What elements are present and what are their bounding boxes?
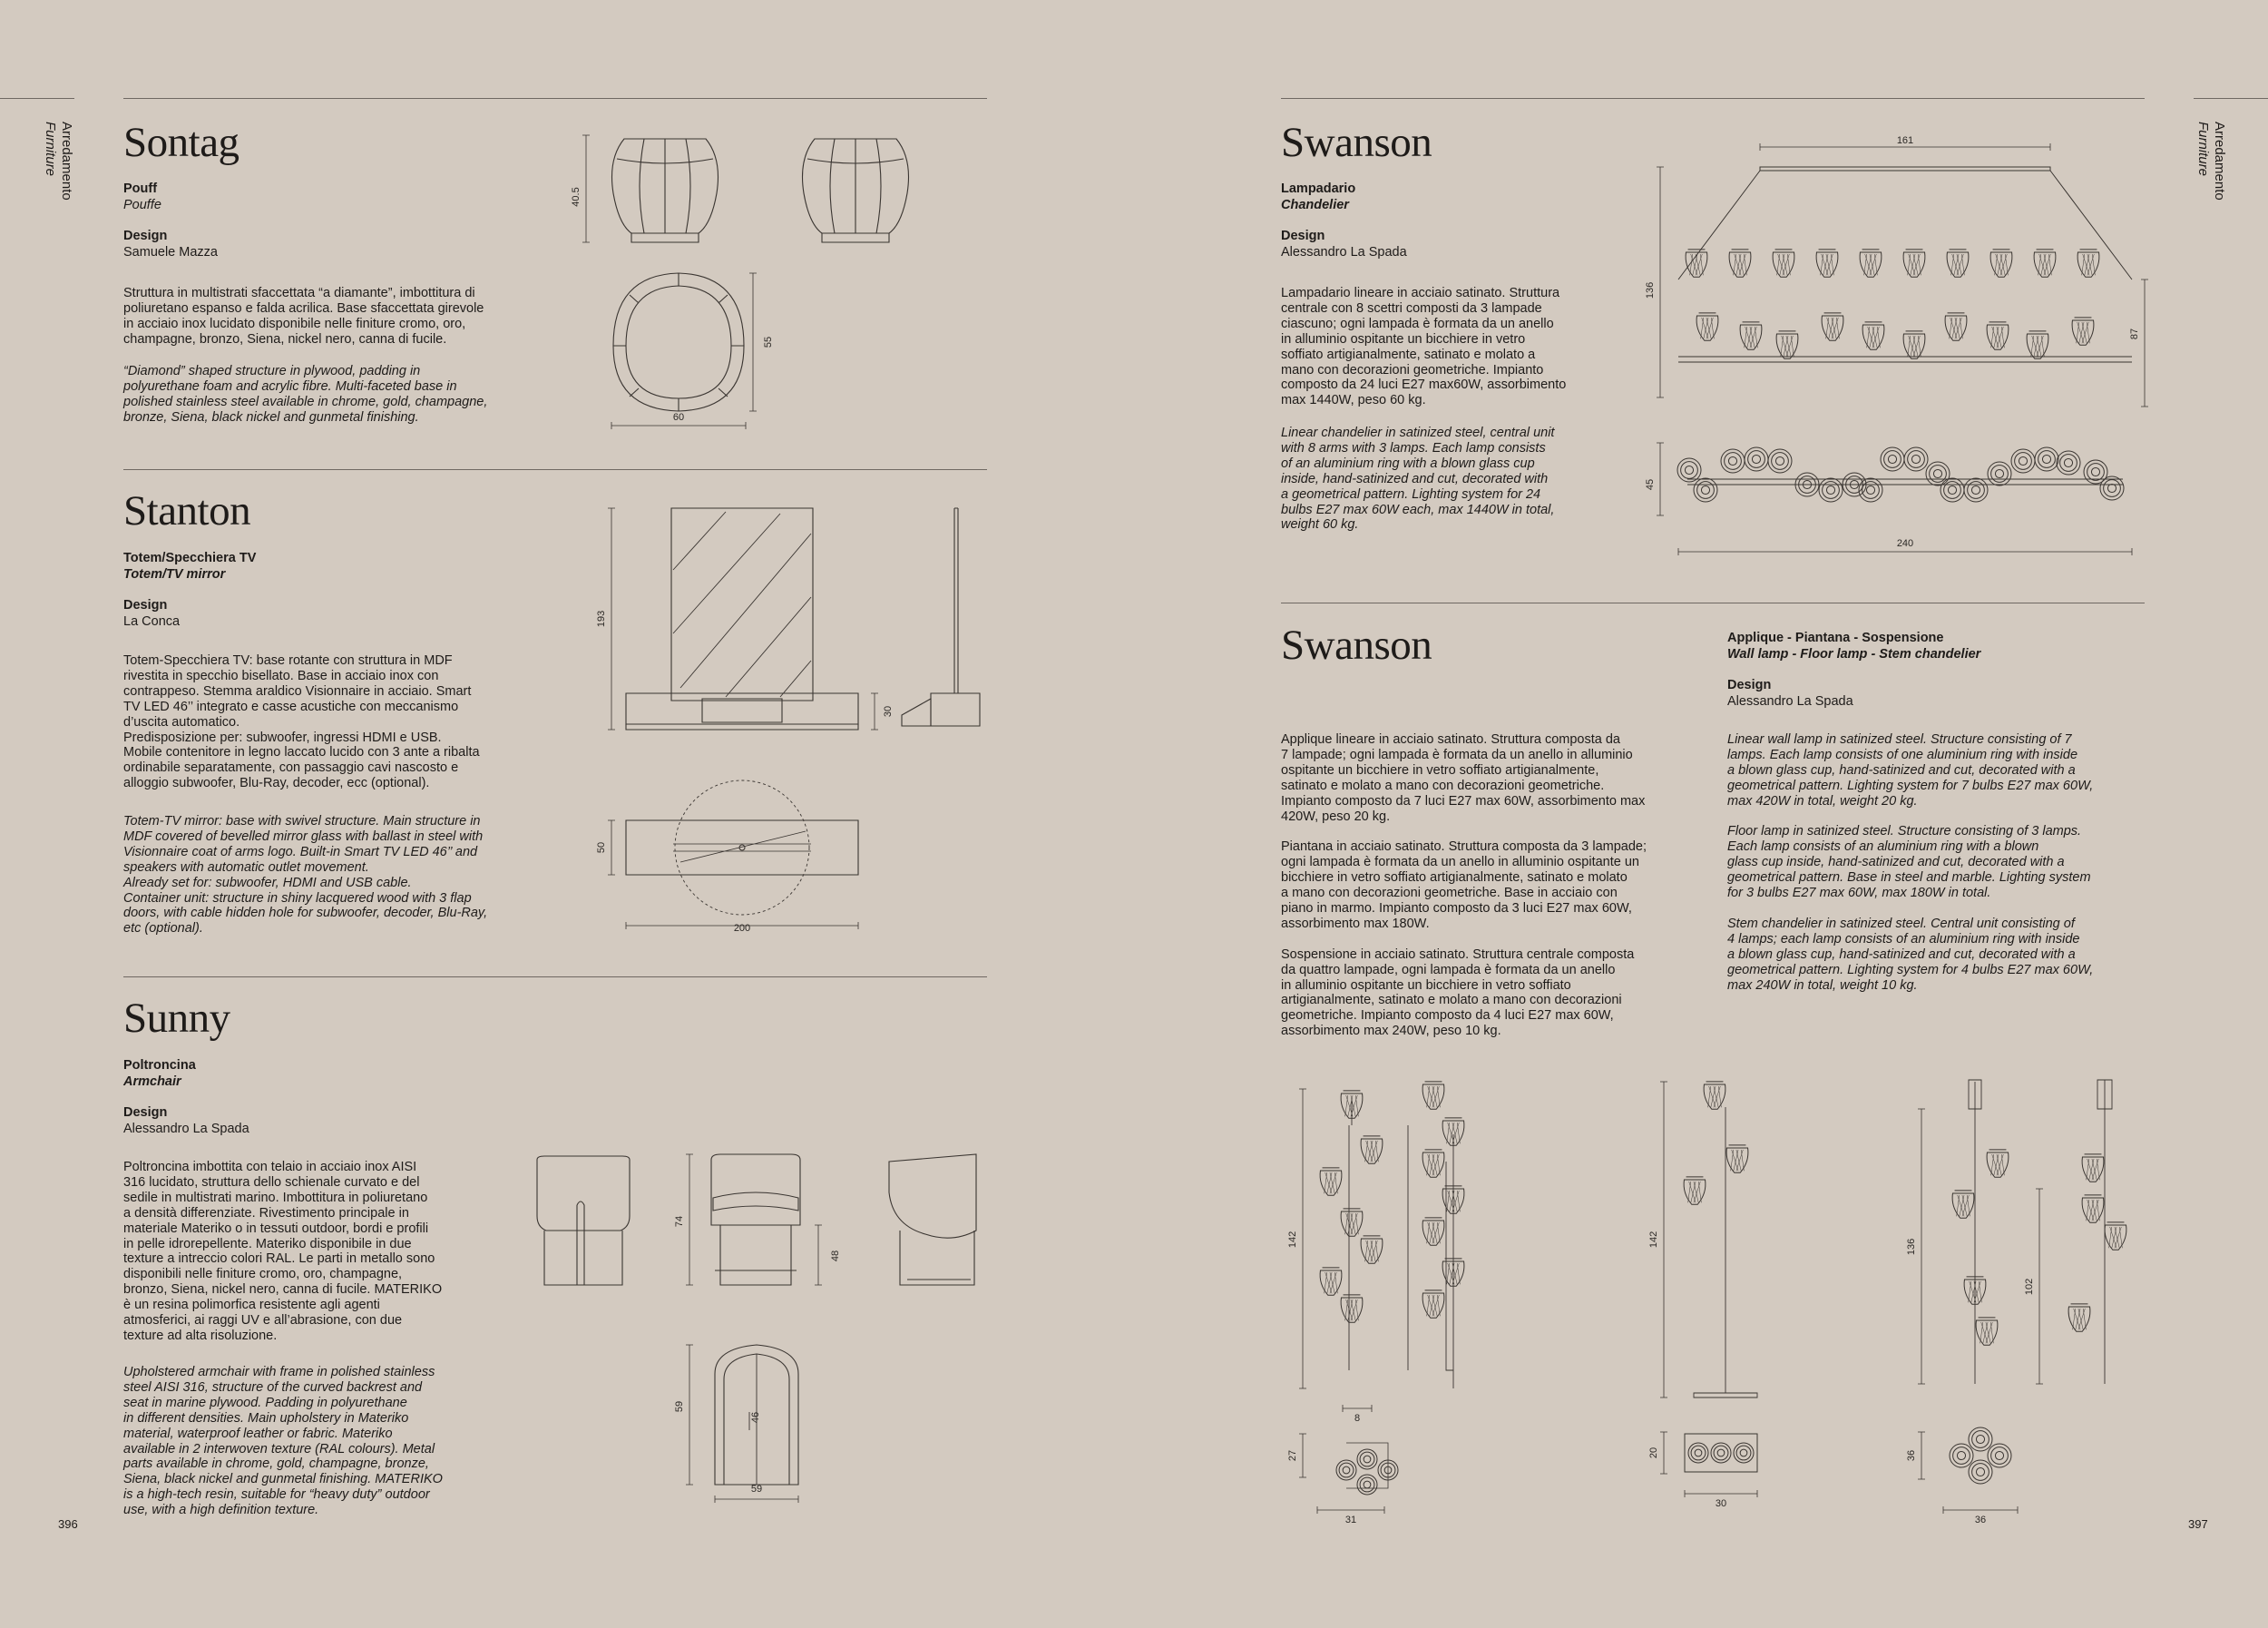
sontag-type-it: Pouff (123, 181, 158, 196)
swanson1-title: Swanson (1281, 119, 1432, 166)
stem-plan-ring-icon (1969, 1460, 1992, 1484)
stem-lamp-cup-icon (2105, 1222, 2126, 1250)
wall-plan-ring-icon (1357, 1449, 1377, 1469)
floor-lamp-cup-icon (1684, 1177, 1706, 1204)
sunny-drawing (526, 1143, 998, 1506)
swanson1-designer: Alessandro La Spada (1281, 244, 1407, 260)
swanson2-meta (1727, 631, 1980, 710)
floor-plan-ring-icon (1734, 1443, 1754, 1463)
sunny-dim-width: 59 (750, 1484, 763, 1495)
stanton-type-it: Totem/Specchiera TV (123, 551, 257, 565)
swanson2-type-it: Applique - Piantana - Sospensione (1727, 631, 1944, 645)
sontag-dim-height: 40.5 (571, 187, 582, 207)
swanson2-designer: Alessandro La Spada (1727, 693, 1853, 709)
chandelier-lamp-icon (1860, 250, 1882, 277)
chandelier-lamp-icon (1945, 313, 1967, 340)
floor-lamp-cup-icon (1726, 1145, 1748, 1172)
top-rule-right-margin (2194, 98, 2268, 99)
side-label-left (42, 122, 74, 201)
chandelier-plan-ring-icon (1859, 478, 1882, 502)
chandelier-lamp-icon (1822, 313, 1843, 340)
chandelier-plan-ring-icon (1881, 447, 1904, 471)
sunny-dim-depth: 59 (674, 1400, 685, 1413)
side-label-en: Furniture (2195, 122, 2211, 177)
chandelier-plan-ring-icon (1988, 462, 2011, 485)
swanson2-desc-it: Applique lineare in acciaio satinato. Struttura composta da 7 lampade; ogni lampada è formata da un anello in alluminio ospitante un bicchiere in vetro soffiato artigianalmente, satinato e molato a mano con decorazioni geometriche. Impianto composto da 7 luci E27 max 60W, assorbimento max 420W, peso 20 kg. Piantana in acciaio satinato. Struttura composta da 3 lampade; ogni lampada è formata da un anello in alluminio ospitante un bicchiere in vetro soffiato artigianalmente, satinato e molato a mano con decorazioni geometriche. Base in acciaio con piano in marmo. Impianto composto da 3 luci E27 max 60W, assorbimento max 180W. Sospensione in acciaio satinato. Struttura centrale composta da quattro lampade, ogni lampada è formata da un anello in alluminio ospitante un bicchiere in vetro soffiato artigianalmente, satinato e molato a mano con decorazioni geometriche. Impianto composto da 4 luci E27 max 60W, assorbimento max 240W, peso 10 kg. (1281, 732, 1647, 1039)
stanton-title: Stanton (123, 487, 251, 534)
chandelier-lamp-icon (1773, 250, 1794, 277)
swanson2-dim-stem-height: 136 (1906, 1238, 1917, 1256)
page-number-left: 396 (58, 1517, 78, 1531)
swanson1-dim-depth: 45 (1645, 478, 1656, 491)
swanson1-dim-width: 240 (1896, 538, 1914, 549)
wall-plan-ring-icon (1336, 1460, 1356, 1480)
swanson1-design-label: Design (1281, 229, 1325, 243)
stanton-type-en: Totem/TV mirror (123, 566, 226, 582)
swanson1-type-en: Chandelier (1281, 197, 1349, 212)
swanson1-meta (1281, 181, 1407, 260)
chandelier-lamp-icon (2027, 331, 2048, 358)
sunny-title: Sunny (123, 995, 230, 1042)
stem-lamp-cup-icon (2068, 1304, 2090, 1331)
swanson1-desc-it: Lampadario lineare in acciaio satinato. Struttura centrale con 8 scettri composti da 3 lampade ciascuno; ogni lampada è formata da un anello in alluminio ospitante un bicchiere in vetro soffiato artigianalmente, satinato e molato a mano con decorazioni geometriche. Impianto composto da 24 luci E27 max60W, assorbimento max 1440W, peso 60 kg. (1281, 286, 1567, 408)
stem-lamp-cup-icon (1952, 1191, 1974, 1218)
chandelier-lamp-icon (1729, 250, 1751, 277)
swanson2-type-en: Wall lamp - Floor lamp - Stem chandelier (1727, 646, 1981, 662)
wall-lamp-cup-icon (1320, 1168, 1342, 1195)
wall-lamp-cup-icon (1320, 1268, 1342, 1295)
swanson1-dim-arm-height: 87 (2129, 328, 2140, 340)
stem-lamp-cup-icon (1976, 1318, 1998, 1345)
floor-lamp-cup-icon (1704, 1082, 1725, 1109)
stanton-designer: La Conca (123, 613, 181, 629)
top-rule-left-margin (0, 98, 74, 99)
wall-lamp-cup-icon (1422, 1218, 1444, 1245)
sontag-desc-it: Struttura in multistrati sfaccettata “a diamante”, imbottitura di poliuretano espanso e falda acrilica. Base sfaccettata girevole in acciaio inox lucidato disponibile nelle finiture cromo, oro, champagne, bronzo, Siena, nickel nero, canna di fucile. (123, 286, 484, 347)
chandelier-plan-ring-icon (1677, 458, 1701, 482)
stanton-dim-base-height: 30 (883, 705, 894, 718)
stem-plan-ring-icon (1950, 1444, 1973, 1467)
sunny-type-it: Poltroncina (123, 1058, 196, 1073)
chandelier-plan-ring-icon (1926, 462, 1950, 485)
stanton-dim-depth: 50 (596, 841, 607, 854)
top-rule-left (123, 98, 987, 99)
wall-lamp-cup-icon (1422, 1150, 1444, 1177)
sunny-design-label: Design (123, 1105, 168, 1120)
side-label-it: Arredamento (2212, 122, 2227, 201)
swanson2-dim-stem-plan-width: 36 (1974, 1515, 1987, 1525)
chandelier-plan-ring-icon (1819, 478, 1843, 502)
chandelier-lamp-icon (1740, 322, 1762, 349)
wall-lamp-cup-icon (1341, 1295, 1363, 1322)
floor-plan-ring-icon (1688, 1443, 1708, 1463)
side-label-en: Furniture (43, 122, 58, 177)
chandelier-lamp-icon (2077, 250, 2099, 277)
chandelier-lamp-icon (1987, 322, 2009, 349)
top-rule-right (1281, 98, 2145, 99)
sontag-title: Sontag (123, 119, 240, 166)
wall-lamp-cup-icon (1361, 1136, 1383, 1163)
stem-plan-ring-icon (1969, 1427, 1992, 1451)
swanson1-dim-top-width: 161 (1896, 135, 1914, 146)
stanton-desc-en: Totem-TV mirror: base with swivel structure. Main structure in MDF covered of bevelled mirror glass with ballast in steel with Visionnaire coat of arms logo. Built-in Smart TV LED 46’’ and speakers with automatic outlet movement. Already set for: subwoofer, HDMI and USB cable. Container unit: structure in shiny lacquered wood with 3 flap doors, with cable hidden hole for subwoofer, decoder, Blu-Ray, etc (optional). (123, 814, 488, 937)
chandelier-lamp-icon (1816, 250, 1838, 277)
sunny-dim-height: 74 (674, 1215, 685, 1228)
sontag-dim-depth: 55 (763, 336, 774, 348)
chandelier-plan-ring-icon (1768, 449, 1792, 473)
wall-lamp-cup-icon (1422, 1082, 1444, 1109)
chandelier-lamp-icon (2034, 250, 2056, 277)
sontag-design-label: Design (123, 229, 168, 243)
swanson2-dim-wall-plan-width: 31 (1344, 1515, 1357, 1525)
sontag-desc-en: “Diamond” shaped structure in plywood, padding in polyurethane foam and acrylic fibre. Multi-faceted base in polished stainless steel available in chrome, gold, champagne, bronze, Siena, black nickel and gunmetal finishing. (123, 364, 488, 425)
swanson1-drawing (1642, 134, 2150, 561)
floor-plan-ring-icon (1711, 1443, 1731, 1463)
sontag-meta (123, 181, 218, 260)
chandelier-lamp-icon (1776, 331, 1798, 358)
sunny-dim-inner-depth: 46 (750, 1411, 761, 1424)
swanson2-desc-en: Linear wall lamp in satinized steel. Structure consisting of 7 lamps. Each lamp consists of one aluminium ring with inside a blown glass cup, hand-satinized and cut, decorated with a geometrical pattern. Lighting system for 7 bulbs E27 max 60W, max 420W in total, weight 20 kg. Floor lamp in satinized steel. Structure consisting of 3 lamps. Each lamp consists of an aluminium ring with a blown glass cup inside, hand-satinized and cut, decorated with a geometrical pattern. Base in steel and marble. Lighting system for 3 bulbs E27 max 60W, max 180W in total. Stem chandelier in satinized steel. Central unit consisting of 4 lamps; each lamp consists of an aluminium ring with inside a blown glass cup, hand-satinized and cut, decorated with a geometrical pattern. Lighting system for 4 bulbs E27 max 60W, max 240W in total, weight 10 kg. (1727, 732, 2094, 993)
wall-lamp-cup-icon (1442, 1118, 1464, 1145)
sontag-drawing (562, 123, 980, 431)
wall-plan-ring-icon (1357, 1475, 1377, 1495)
chandelier-plan-ring-icon (2057, 451, 2080, 475)
swanson2-dim-wall-depth: 8 (1354, 1413, 1361, 1424)
stanton-dim-height: 193 (596, 610, 607, 628)
swanson1-dim-height: 136 (1645, 281, 1656, 299)
chandelier-lamp-icon (1862, 322, 1884, 349)
side-label-it: Arredamento (59, 122, 74, 201)
stem-plan-ring-icon (1988, 1444, 2011, 1467)
swanson2-dim-stem-plan-depth: 36 (1906, 1449, 1917, 1462)
chandelier-plan-ring-icon (2100, 476, 2124, 500)
chandelier-plan-ring-icon (2035, 447, 2058, 471)
swanson2-dim-floor-plan-depth: 20 (1648, 1447, 1659, 1459)
stanton-drawing (590, 497, 980, 942)
stem-lamp-cup-icon (2082, 1154, 2104, 1182)
chandelier-lamp-icon (2072, 318, 2094, 345)
wall-lamp-cup-icon (1341, 1209, 1363, 1236)
divider-stanton-sunny (123, 976, 987, 977)
sunny-desc-it: Poltroncina imbottita con telaio in acciaio inox AISI 316 lucidato, struttura dello schienale curvato e del sedile in multistrati marino. Imbottitura in poliuretano a densità differenziate. Rivestimento principale in materiale Materiko o in tessuti outdoor, bordi e profili in pelle idrorepellente. Materiko disponibile in due texture a intreccio colori RAL. Le parti in metallo sono disponibili nelle finiture cromo, oro, champagne, bronzo, Siena, nickel nero, canna di fucile. MATERIKO è un resina polimorfica resistente agli agenti atmosferici, ai raggi UV e all’abrasione, con due texture ad alta risoluzione. (123, 1160, 443, 1343)
swanson2-dim-wall-plan-depth: 27 (1287, 1449, 1298, 1462)
swanson2-dim-wall-height: 142 (1287, 1231, 1298, 1249)
wall-lamp-cup-icon (1361, 1236, 1383, 1263)
chandelier-lamp-icon (1903, 331, 1925, 358)
stem-lamp-cup-icon (1987, 1150, 2009, 1177)
swanson1-type-it: Lampadario (1281, 181, 1356, 196)
wall-lamp-cup-icon (1422, 1290, 1444, 1318)
chandelier-plan-ring-icon (2011, 449, 2035, 473)
chandelier-lamp-icon (1686, 250, 1707, 277)
swanson1-desc-en: Linear chandelier in satinized steel, central unit with 8 arms with 3 lamps. Each lamp consists of an aluminium ring with a blown glass cup inside, hand-satinized and cut, decorated with a geometrical pattern. Lighting system for 24 bulbs E27 max 60W each, max 1440W in total, weight 60 kg. (1281, 426, 1555, 533)
sontag-designer: Samuele Mazza (123, 244, 218, 260)
swanson2-drawing (1281, 1071, 2152, 1534)
sunny-designer: Alessandro La Spada (123, 1121, 249, 1136)
swanson2-design-label: Design (1727, 678, 1772, 692)
chandelier-plan-ring-icon (1964, 478, 1988, 502)
chandelier-plan-ring-icon (1904, 447, 1928, 471)
chandelier-lamp-icon (1696, 313, 1718, 340)
chandelier-plan-ring-icon (1941, 478, 1964, 502)
side-label-right (2195, 122, 2227, 201)
chandelier-plan-ring-icon (1721, 449, 1745, 473)
chandelier-plan-ring-icon (1745, 447, 1768, 471)
sunny-desc-en: Upholstered armchair with frame in polished stainless steel AISI 316, structure of the curved backrest and seat in marine plywood. Padding in polyurethane in different densities. Main upholstery in Materiko material, waterproof leather or fabric. Materiko available in 2 interwoven texture (RAL colours). Metal parts available in chrome, gold, champagne, bronze, Siena, black nickel and gunmetal finishing. MATERIKO is a high-tech resin, suitable for “heavy duty” outdoor use, with a high definition texture. (123, 1365, 443, 1518)
sunny-dim-seat-height: 48 (830, 1250, 841, 1262)
sontag-dim-width: 60 (672, 412, 685, 423)
stanton-dim-width: 200 (733, 923, 751, 934)
sontag-type-en: Pouffe (123, 197, 161, 212)
page-number-right: 397 (2188, 1517, 2208, 1531)
swanson2-title: Swanson (1281, 622, 1432, 669)
swanson2-dim-stem-drop: 102 (2024, 1278, 2035, 1296)
chandelier-lamp-icon (1990, 250, 2012, 277)
divider-sontag-stanton (123, 469, 987, 470)
stanton-desc-it: Totem-Specchiera TV: base rotante con struttura in MDF rivestita in specchio bisellato. Base in acciaio inox con contrappeso. Stemma araldico Visionnaire in acciaio. Smart TV LED 46’’ integrato e casse acustiche con meccanismo d’uscita automatico. Predisposizione per: subwoofer, ingressi HDMI e USB. Mobile contenitore in legno laccato lucido con 3 ante a ribalta ordinabile separatamente, con passaggio cavi nascosto e alloggio subwoofer, Blu-Ray, decoder, ecc (optional). (123, 653, 480, 791)
sunny-meta (123, 1058, 249, 1137)
chandelier-lamp-icon (1903, 250, 1925, 277)
stanton-meta (123, 551, 256, 630)
swanson2-dim-floor-height: 142 (1648, 1231, 1659, 1249)
sunny-type-en: Armchair (123, 1074, 181, 1089)
chandelier-plan-ring-icon (1694, 478, 1717, 502)
chandelier-lamp-icon (1947, 250, 1969, 277)
stanton-design-label: Design (123, 598, 168, 613)
swanson2-dim-floor-plan-width: 30 (1715, 1498, 1727, 1509)
stem-lamp-cup-icon (2082, 1195, 2104, 1222)
